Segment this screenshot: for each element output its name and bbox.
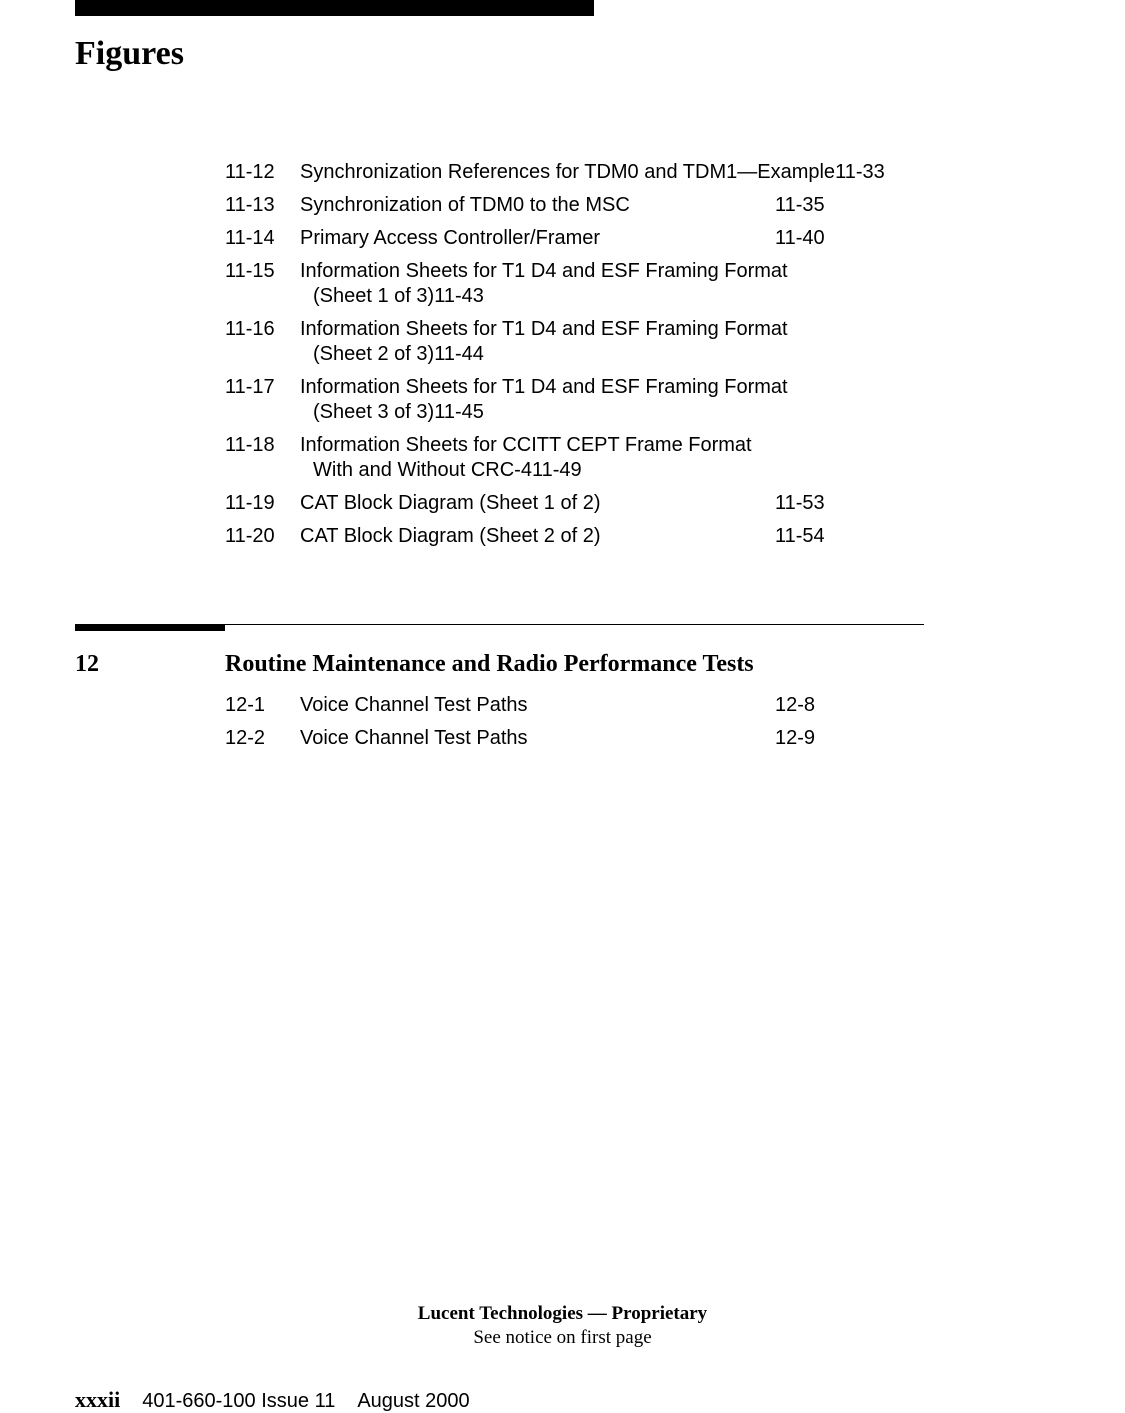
figure-number: 11-14	[225, 227, 275, 249]
footer-doc-number: 401-660-100 Issue 11	[142, 1390, 336, 1412]
footer-company: Lucent Technologies — Proprietary	[417, 1303, 708, 1324]
figure-title-text: Voice Channel Test Paths	[300, 727, 528, 749]
figure-title-text: Information Sheets for T1 D4 and ESF Framing Format	[300, 260, 788, 282]
figure-title-continuation	[313, 400, 925, 425]
figure-title-text: Information Sheets for T1 D4 and ESF Framing Format	[300, 318, 788, 340]
page-title: Figures	[75, 35, 184, 72]
figure-title-text: Synchronization of TDM0 to the MSC	[300, 194, 630, 216]
figure-page: 11-35	[775, 194, 825, 216]
figure-title	[300, 193, 925, 218]
figure-entry[interactable]	[225, 433, 925, 483]
figure-page: 11-49	[531, 459, 582, 481]
figure-entry[interactable]	[225, 524, 925, 549]
figure-entry[interactable]	[225, 317, 925, 367]
figure-title-text: Primary Access Controller/Framer	[300, 227, 601, 249]
footer-date: August 2000	[357, 1390, 470, 1412]
figure-number: 12-2	[225, 727, 266, 749]
figure-title	[300, 693, 925, 718]
footer-page-number: xxxii	[75, 1387, 121, 1412]
figure-number: 11-18	[225, 434, 275, 456]
footer-notice: See notice on first page	[473, 1327, 652, 1348]
figure-title-continuation-text: (Sheet 3 of 3)	[313, 401, 435, 423]
figure-entry[interactable]	[225, 726, 925, 751]
figure-number: 11-17	[225, 376, 275, 398]
figure-title-text: CAT Block Diagram (Sheet 1 of 2)	[300, 492, 601, 514]
figure-page: 11-45	[434, 401, 484, 423]
figure-number: 11-19	[225, 492, 275, 514]
figure-title-continuation-text: (Sheet 2 of 3)	[313, 343, 435, 365]
figure-entry[interactable]	[225, 491, 925, 516]
figure-entry[interactable]	[225, 259, 925, 309]
header-rule	[75, 0, 594, 16]
footer-line	[75, 1387, 470, 1413]
figure-page: 12-8	[775, 694, 816, 716]
figure-title	[300, 259, 925, 284]
figure-title-continuation-text: (Sheet 1 of 3)	[313, 285, 435, 307]
chapter-11-figure-list	[225, 160, 925, 557]
figure-title-continuation	[313, 342, 925, 367]
figure-entry[interactable]	[225, 193, 925, 218]
figure-number: 11-15	[225, 260, 275, 282]
figure-title-text: Voice Channel Test Paths	[300, 694, 528, 716]
figure-page: 11-43	[434, 285, 484, 307]
figure-title	[300, 524, 925, 549]
chapter-12-figure-list	[225, 693, 925, 759]
section-rule-thin	[225, 624, 924, 625]
figure-page: 11-44	[434, 343, 484, 365]
figure-page: 11-54	[775, 525, 825, 547]
figure-title	[300, 375, 925, 400]
figure-title	[300, 726, 925, 751]
figure-number: 12-1	[225, 694, 266, 716]
figure-number: 11-16	[225, 318, 275, 340]
figure-page: 11-40	[775, 227, 825, 249]
figure-title	[300, 226, 925, 251]
figure-number: 11-13	[225, 194, 275, 216]
figure-title-text: Information Sheets for CCITT CEPT Frame Format	[300, 434, 752, 456]
figure-title	[300, 317, 925, 342]
section-rule-thick	[75, 624, 225, 631]
figure-entry[interactable]	[225, 160, 925, 185]
figure-title-text: Synchronization References for TDM0 and TDM1—Example	[300, 161, 836, 183]
figure-page: 11-53	[775, 492, 825, 514]
figure-title-continuation	[313, 458, 925, 483]
figure-entry[interactable]	[225, 375, 925, 425]
figure-entry[interactable]	[225, 226, 925, 251]
figure-page: 12-9	[775, 727, 816, 749]
figure-title	[300, 491, 925, 516]
figure-entry[interactable]	[225, 693, 925, 718]
figure-page: 11-33	[835, 161, 885, 183]
figure-number: 11-20	[225, 525, 275, 547]
chapter-number: 12	[75, 651, 99, 677]
figure-title-continuation-text: With and Without CRC-4	[313, 459, 532, 481]
figure-title-continuation	[313, 284, 925, 309]
figure-title	[300, 160, 925, 185]
figure-number: 11-12	[225, 161, 275, 183]
chapter-title: Routine Maintenance and Radio Performance Tests	[225, 651, 754, 677]
figure-title-text: Information Sheets for T1 D4 and ESF Framing Format	[300, 376, 788, 398]
figure-title-text: CAT Block Diagram (Sheet 2 of 2)	[300, 525, 601, 547]
figure-title	[300, 433, 925, 458]
